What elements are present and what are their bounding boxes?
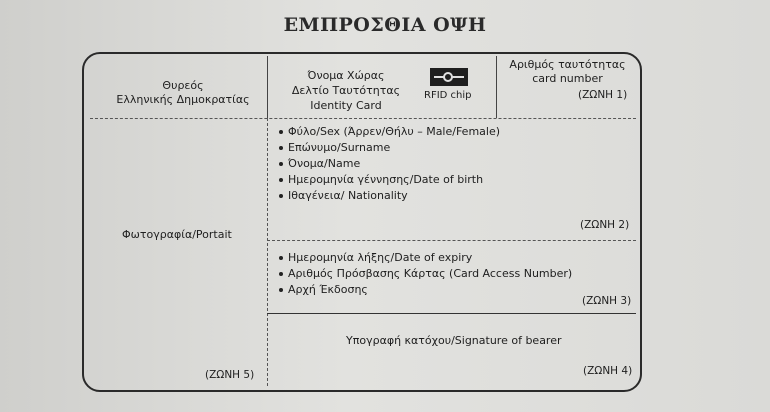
list-item: Φύλο/Sex (Άρρεν/Θήλυ – Male/Female) bbox=[278, 124, 500, 140]
rfid-chip-icon bbox=[430, 68, 468, 86]
zone5-label: (ΖΩΝΗ 5) bbox=[205, 369, 255, 381]
header-separator-right bbox=[496, 56, 497, 118]
zone3-label: (ΖΩΝΗ 3) bbox=[582, 295, 632, 307]
zone1-label: (ΖΩΝΗ 1) bbox=[578, 89, 628, 101]
list-item: Αριθμός Πρόσβασης Κάρτας (Card Access Number) bbox=[278, 266, 572, 282]
emblem-line-1: Θυρεός bbox=[162, 79, 204, 92]
zone3-zone4-divider bbox=[267, 313, 636, 314]
zone2-field-list bbox=[278, 124, 500, 204]
zone3-field-list bbox=[278, 250, 572, 298]
list-item: Ημερομηνία γέννησης/Date of birth bbox=[278, 172, 500, 188]
zone4-label: (ΖΩΝΗ 4) bbox=[583, 365, 633, 377]
list-item: Όνομα/Name bbox=[278, 156, 500, 172]
list-item: Αρχή Έκδοσης bbox=[278, 282, 572, 298]
id-number-line-1: Αριθμός ταυτότητας bbox=[509, 58, 626, 71]
list-item: Επώνυμο/Surname bbox=[278, 140, 500, 156]
id-number-label bbox=[500, 58, 635, 86]
card-title-greek: Δελτίο Ταυτότητας bbox=[291, 84, 401, 97]
photo-zone-divider bbox=[267, 118, 268, 386]
country-card-label bbox=[276, 68, 416, 113]
list-item: Ιθαγένεια/ Nationality bbox=[278, 188, 500, 204]
country-name-line: Όνομα Χώρας bbox=[307, 69, 385, 82]
page-title: ΕΜΠΡΟΣΘΙΑ ΟΨΗ bbox=[283, 14, 487, 36]
emblem-label bbox=[108, 79, 258, 107]
zone2-zone3-divider bbox=[267, 240, 636, 241]
signature-label: Υπογραφή κατόχου/Signature of bearer bbox=[346, 334, 562, 347]
header-separator-left bbox=[267, 56, 268, 118]
card-title-english: Identity Card bbox=[310, 99, 382, 112]
zone2-label: (ΖΩΝΗ 2) bbox=[580, 219, 630, 231]
emblem-line-2: Ελληνικής Δημοκρατίας bbox=[116, 93, 250, 106]
header-divider bbox=[90, 118, 636, 119]
rfid-label: RFID chip bbox=[424, 90, 472, 101]
id-number-line-2: card number bbox=[532, 72, 603, 85]
list-item: Ημερομηνία λήξης/Date of expiry bbox=[278, 250, 572, 266]
photo-label: Φωτογραφία/Portait bbox=[122, 228, 232, 241]
